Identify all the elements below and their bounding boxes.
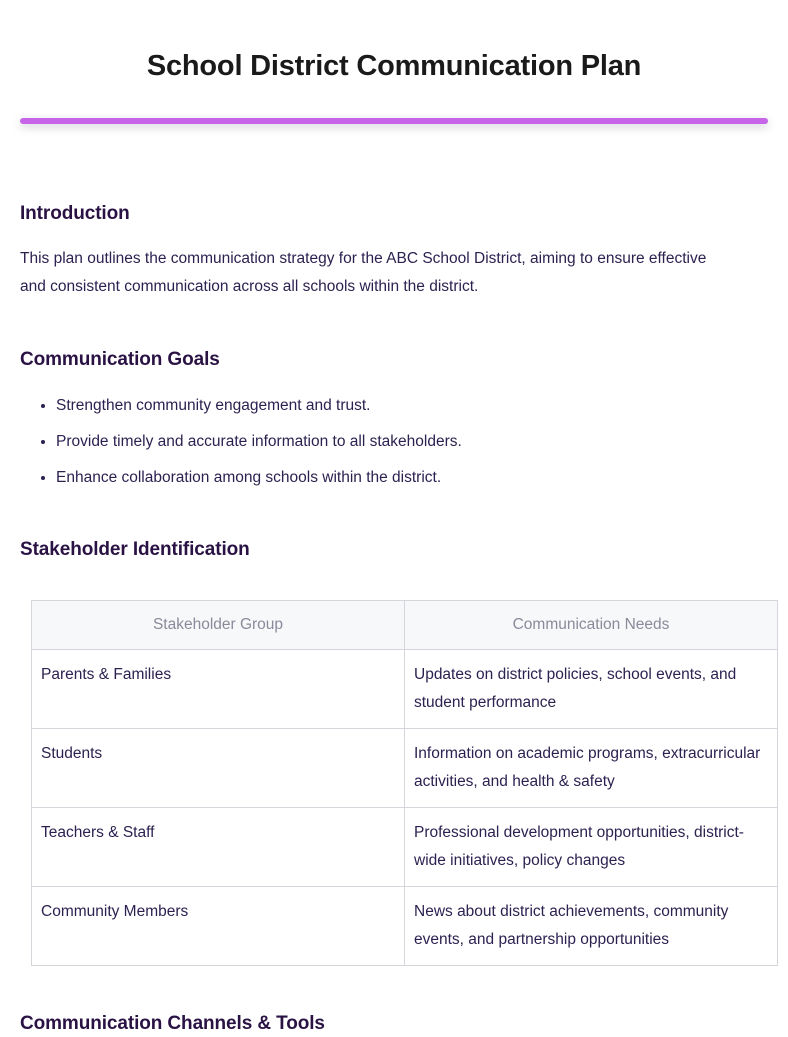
section-heading-stakeholder-identification: Stakeholder Identification	[20, 539, 250, 560]
list-item: Enhance collaboration among schools within the district.	[44, 467, 768, 489]
list-item: Provide timely and accurate information to all stakeholders.	[44, 431, 768, 453]
stakeholder-table-container	[20, 563, 768, 966]
page-title: School District Communication Plan	[146, 50, 642, 82]
cell-stakeholder-group: Parents & Families	[32, 650, 405, 729]
section-heading-communication-channels-tools: Communication Channels & Tools	[20, 1013, 325, 1034]
cell-communication-needs: News about district achievements, community events, and partnership opportunities	[414, 903, 729, 948]
introduction-paragraph: This plan outlines the communication strategy for the ABC School District, aiming to ensure effective and consistent communication across all schools within the district.	[20, 250, 707, 295]
cell-stakeholder-group: Students	[32, 729, 405, 808]
table-body	[32, 650, 778, 966]
table-row	[32, 729, 778, 808]
table-row	[32, 887, 778, 966]
list-item: Strengthen community engagement and trust.	[44, 395, 768, 417]
cell-communication-needs: Information on academic programs, extracurricular activities, and health & safety	[405, 729, 778, 808]
communication-goals-list	[20, 373, 768, 489]
cell-stakeholder-group: Teachers & Staff	[32, 808, 405, 887]
section-heading-introduction: Introduction	[20, 203, 130, 224]
table-header	[32, 601, 778, 650]
cell-communication-needs: Updates on district policies, school events, and student performance	[405, 650, 778, 729]
section-heading-communication-goals: Communication Goals	[20, 349, 220, 370]
table-row	[32, 808, 778, 887]
cell-communication-needs: Professional development opportunities, district-wide initiatives, policy changes	[405, 808, 778, 887]
stakeholder-table	[31, 600, 778, 966]
table-header-row	[32, 601, 778, 650]
table-row	[32, 650, 778, 729]
column-header-communication-needs: Communication Needs	[405, 601, 778, 650]
column-header-stakeholder-group: Stakeholder Group	[32, 601, 405, 650]
cell-stakeholder-group: Community Members	[32, 887, 405, 966]
